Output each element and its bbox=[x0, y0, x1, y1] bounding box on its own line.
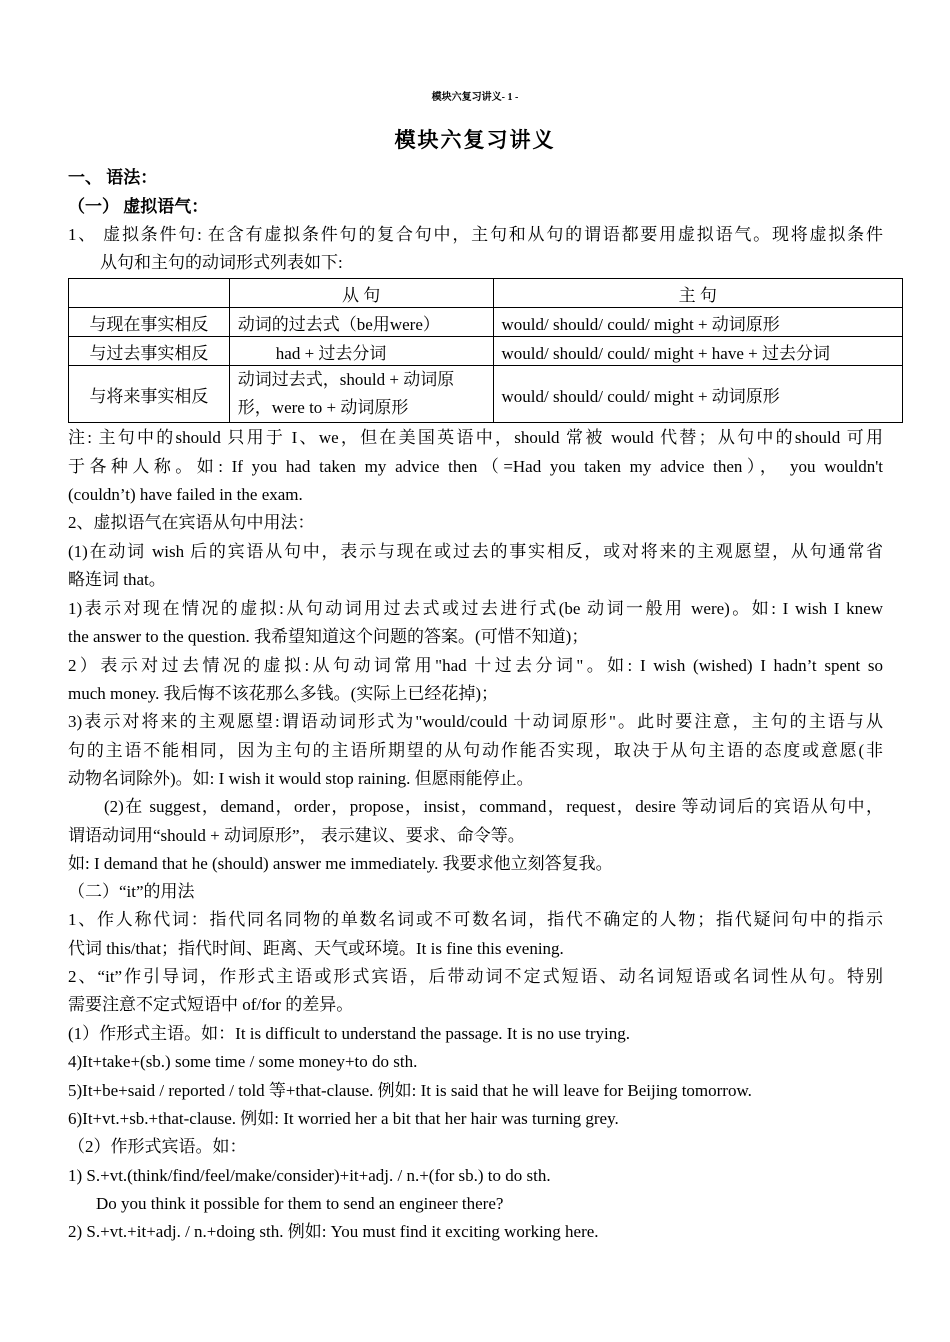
paragraph: the answer to the question. 我希望知道这个问题的答案。(可惜不知道)； bbox=[68, 627, 589, 646]
paragraph: 1、作人称代词：指代同名同物的单数名词或不可数名词，指代不确定的人物；指代疑问句中的指示 bbox=[68, 910, 883, 929]
subsection-heading-subjunctive: （一） 虚拟语气： bbox=[68, 197, 209, 216]
paragraph: 1、 虚拟条件句: 在含有虚拟条件句的复合句中，主句和从句的谓语都要用虚拟语气。现将虚拟条件 bbox=[68, 225, 883, 244]
paragraph: 需要注意不定式短语中 of/for 的差异。 bbox=[68, 995, 354, 1014]
paragraph: 略连词 that。 bbox=[68, 570, 166, 589]
paragraph: 句的主语不能相同，因为主句的主语所期望的从句动作能否实现，取决于从句主语的态度或意愿(非 bbox=[68, 741, 883, 760]
paragraph: 2）表示对过去情况的虚拟:从句动词常用"had 十过去分词"。如: I wish (wished) I hadn’t spent so bbox=[68, 656, 883, 675]
document-title: 模块六复习讲义 bbox=[394, 128, 556, 152]
table-cell: 动词的过去式（be用were） bbox=[229, 308, 493, 337]
table-cell: would/ should/ could/ might + 动词原形 bbox=[493, 308, 903, 337]
paragraph: much money. 我后悔不该花那么多钱。(实际上已经花掉)； bbox=[68, 684, 499, 703]
paragraph: 从句和主句的动词形式列表如下: bbox=[100, 253, 343, 272]
table-header-main: 主 句 bbox=[493, 279, 903, 308]
paragraph: (1)在动词 wish 后的宾语从句中，表示与现在或过去的事实相反，或对将来的主观愿望，从句通常省 bbox=[68, 542, 883, 561]
table-row-label: 与过去事实相反 bbox=[69, 337, 230, 366]
example: Do you think it possible for them to send an engineer there? bbox=[96, 1194, 504, 1213]
table-cell bbox=[69, 279, 230, 308]
example: 如: I demand that he (should) answer me immediately. 我要求他立刻答复我。 bbox=[68, 854, 613, 873]
table-cell-line: 动词过去式，should + 动词原 bbox=[237, 370, 455, 389]
paragraph: 3)表示对将来的主观愿望:谓语动词形式为"would/could 十动词原形"。此时要注意，主句的主语与从 bbox=[68, 712, 883, 731]
table-cell: would/ should/ could/ might + 动词原形 bbox=[493, 366, 903, 423]
paragraph: 动物名词除外)。如: I wish it would stop raining. 但愿雨能停止。 bbox=[68, 769, 534, 788]
paragraph: 2、“it”作引导词，作形式主语或形式宾语，后带动词不定式短语、动名词短语或名词性从句。特别 bbox=[68, 967, 883, 986]
paragraph: 1) S.+vt.(think/find/feel/make/consider)+it+adj. / n.+(for sb.) to do sth. bbox=[68, 1166, 551, 1185]
paragraph: 1)表示对现在情况的虚拟:从句动词用过去式或过去进行式(be 动词一般用 were)。如: I wish I knew bbox=[68, 599, 883, 618]
table-cell: would/ should/ could/ might + have + 过去分词 bbox=[493, 337, 903, 366]
table-cell: had + 过去分词 bbox=[229, 337, 493, 366]
table-header-clause: 从 句 bbox=[229, 279, 493, 308]
paragraph: 5)It+be+said / reported / told 等+that-clause. 例如: It is said that he will leave for Beijing tomorrow. bbox=[68, 1081, 752, 1100]
paragraph: 2、虚拟语气在宾语从句中用法： bbox=[68, 513, 315, 532]
paragraph: (1）作形式主语。如：It is difficult to understand the passage. It is no use trying. bbox=[68, 1024, 631, 1043]
paragraph: （2）作形式宾语。如： bbox=[68, 1137, 247, 1156]
conditional-forms-table bbox=[68, 278, 903, 423]
subsection-heading-it: （二）“it”的用法 bbox=[68, 882, 195, 901]
running-header: 模块六复习讲义- 1 - bbox=[431, 92, 519, 103]
note: 于各种人称。如: If you had taken my advice then（=Had you taken my advice then）， you wouldn't bbox=[68, 457, 883, 476]
paragraph: (2)在 suggest，demand，order，propose，insist，command，request，desire 等动词后的宾语从句中， bbox=[104, 797, 883, 816]
table-cell-line: 形，were to + 动词原形 bbox=[237, 398, 409, 417]
section-heading-grammar: 一、 语法： bbox=[68, 168, 158, 187]
paragraph: 代词 this/that；指代时间、距离、天气或环境。It is fine this evening. bbox=[68, 939, 564, 958]
note: 注: 主句中的should 只用于 I、we，但在美国英语中，should 常被 would 代替；从句中的should 可用 bbox=[68, 428, 883, 447]
table-row-label: 与将来事实相反 bbox=[69, 366, 230, 423]
table-row-label: 与现在事实相反 bbox=[69, 308, 230, 337]
paragraph: 4)It+take+(sb.) some time / some money+to do sth. bbox=[68, 1052, 418, 1071]
note: (couldn’t) have failed in the exam. bbox=[68, 485, 303, 504]
paragraph: 谓语动词用“should + 动词原形”， 表示建议、要求、命令等。 bbox=[68, 826, 525, 845]
paragraph: 6)It+vt.+sb.+that-clause. 例如: It worried her a bit that her hair was turning grey. bbox=[68, 1109, 619, 1128]
table-cell bbox=[229, 366, 493, 423]
paragraph: 2) S.+vt.+it+adj. / n.+doing sth. 例如: You must find it exciting working here. bbox=[68, 1222, 599, 1241]
